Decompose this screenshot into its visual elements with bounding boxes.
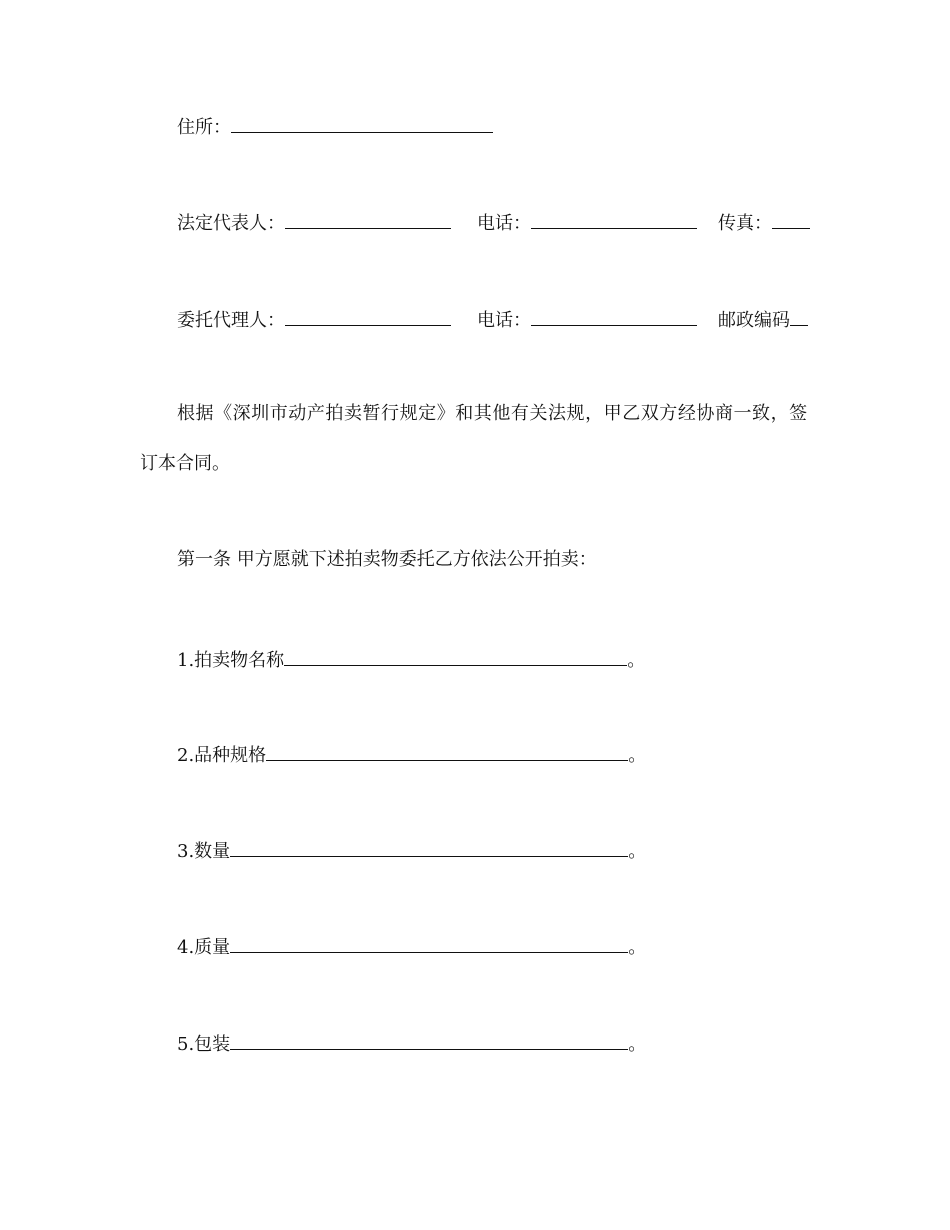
address-blank[interactable]	[231, 114, 493, 133]
agent-postal	[718, 307, 808, 332]
legal-rep-phone-blank[interactable]	[531, 210, 697, 229]
legal-rep-label: 法定代表人：	[177, 213, 285, 234]
item-4-label: 4.质量	[177, 937, 231, 958]
agent-phone	[477, 307, 697, 332]
item-5-end: 。	[628, 1034, 647, 1055]
legal-rep-line	[177, 210, 451, 235]
item-4-blank[interactable]	[230, 934, 628, 953]
legal-rep-fax-label: 传真：	[718, 213, 772, 234]
address-line	[177, 114, 493, 139]
item-2	[177, 742, 646, 767]
intro-line-1: 根据《深圳市动产拍卖暂行规定》和其他有关法规，甲乙双方经协商一致，签	[177, 403, 808, 424]
item-5	[177, 1031, 646, 1056]
item-3-label: 3.数量	[177, 841, 231, 862]
item-5-blank[interactable]	[230, 1031, 628, 1050]
item-1-blank[interactable]	[284, 647, 627, 666]
legal-rep-fax	[718, 210, 810, 235]
item-1-end: 。	[627, 650, 646, 671]
item-3-end: 。	[628, 841, 647, 862]
legal-rep-blank[interactable]	[285, 210, 451, 229]
legal-rep-phone	[477, 210, 697, 235]
agent-phone-blank[interactable]	[531, 307, 697, 326]
item-1-label: 1.拍卖物名称	[177, 650, 285, 671]
legal-rep-fax-blank[interactable]	[772, 210, 810, 229]
agent-line	[177, 307, 451, 332]
item-3-blank[interactable]	[230, 838, 628, 857]
article-1-title: 第一条 甲方愿就下述拍卖物委托乙方依法公开拍卖：	[177, 549, 597, 570]
item-4-end: 。	[628, 937, 647, 958]
address-label: 住所：	[177, 117, 231, 138]
intro-line-2: 订本合同。	[140, 453, 230, 474]
item-2-blank[interactable]	[266, 742, 628, 761]
agent-postal-blank[interactable]	[790, 307, 808, 326]
agent-phone-label: 电话：	[477, 310, 531, 331]
agent-postal-label: 邮政编码	[718, 310, 790, 331]
item-1	[177, 647, 645, 672]
item-3	[177, 838, 646, 863]
item-5-label: 5.包装	[177, 1034, 231, 1055]
agent-label: 委托代理人：	[177, 310, 285, 331]
item-2-end: 。	[628, 745, 647, 766]
agent-blank[interactable]	[285, 307, 451, 326]
legal-rep-phone-label: 电话：	[477, 213, 531, 234]
item-2-label: 2.品种规格	[177, 745, 267, 766]
item-4	[177, 934, 646, 959]
